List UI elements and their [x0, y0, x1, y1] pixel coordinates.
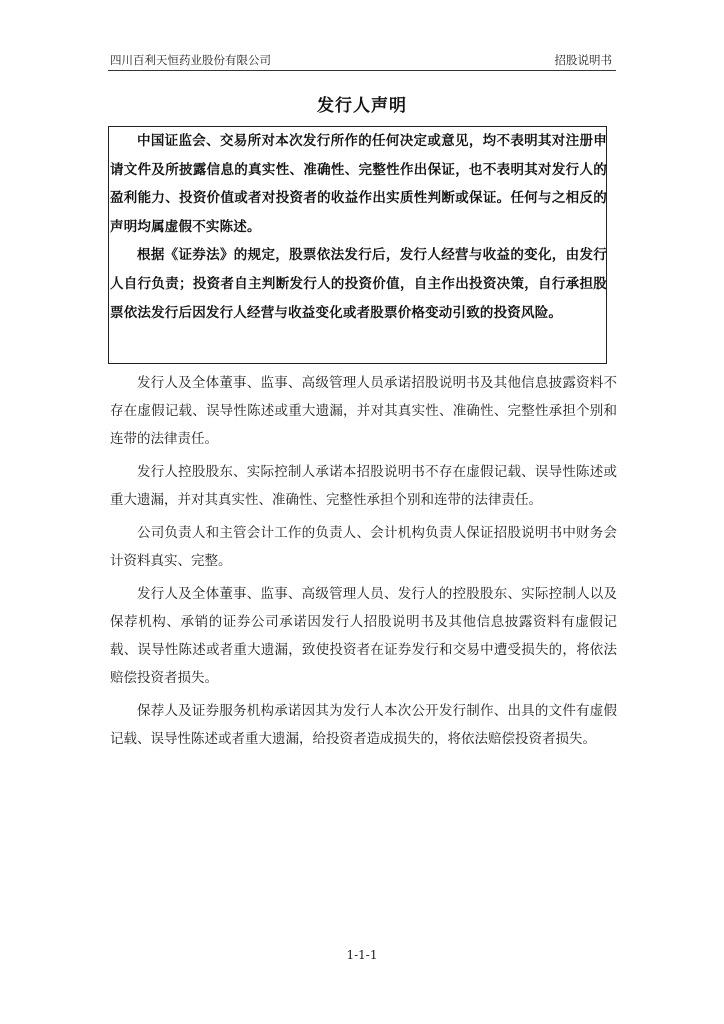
page-header: [108, 48, 616, 71]
body-paragraph: 发行人及全体董事、监事、高级管理人员承诺招股说明书及其他信息披露资料不存在虚假记载、误导性陈述或重大遗漏，并对其真实性、准确性、完整性承担个别和连带的法律责任。: [110, 375, 617, 447]
document-type: 招股说明书: [554, 53, 612, 67]
company-name: 四川百利天恒药业股份有限公司: [110, 53, 271, 67]
page-number: 1-1-1: [346, 948, 378, 962]
body-paragraph: 公司负责人和主管会计工作的负责人、会计机构负责人保证招股说明书中财务会计资料真实、完整。: [110, 525, 617, 569]
notice-paragraph: 中国证监会、交易所对本次发行所作的任何决定或意见，均不表明其对注册申请文件及所披露信息的真实性、准确性、完整性作出保证，也不表明其对发行人的盈利能力、投资价值或者对投资者的收益作出实质性判断或保证。任何与之相反的声明均属虚假不实陈述。: [110, 133, 607, 235]
declaration-body: [110, 369, 617, 758]
page-title: 发行人声明: [317, 96, 407, 116]
body-paragraph: 保荐人及证券服务机构承诺因其为发行人本次公开发行制作、出具的文件有虚假记载、误导性陈述或者重大遗漏，给投资者造成损失的，将依法赔偿投资者损失。: [110, 703, 617, 747]
notice-text: [110, 127, 607, 327]
body-paragraph: 发行人控股股东、实际控制人承诺本招股说明书不存在虚假记载、误导性陈述或重大遗漏，并对其真实性、准确性、完整性承担个别和连带的法律责任。: [110, 464, 617, 508]
notice-paragraph: 根据《证券法》的规定，股票依法发行后，发行人经营与收益的变化，由发行人自行负责；投资者自主判断发行人的投资价值，自主作出投资决策，自行承担股票依法发行后因发行人经营与收益变化或者股票价格变动引致的投资风险。: [110, 247, 607, 321]
body-paragraph: 发行人及全体董事、监事、高级管理人员、发行人的控股股东、实际控制人以及保荐机构、承销的证券公司承诺因发行人招股说明书及其他信息披露资料有虚假记载、误导性陈述或者重大遗漏，致使投资者在证券发行和交易中遭受损失的，将依法赔偿投资者损失。: [110, 586, 617, 686]
